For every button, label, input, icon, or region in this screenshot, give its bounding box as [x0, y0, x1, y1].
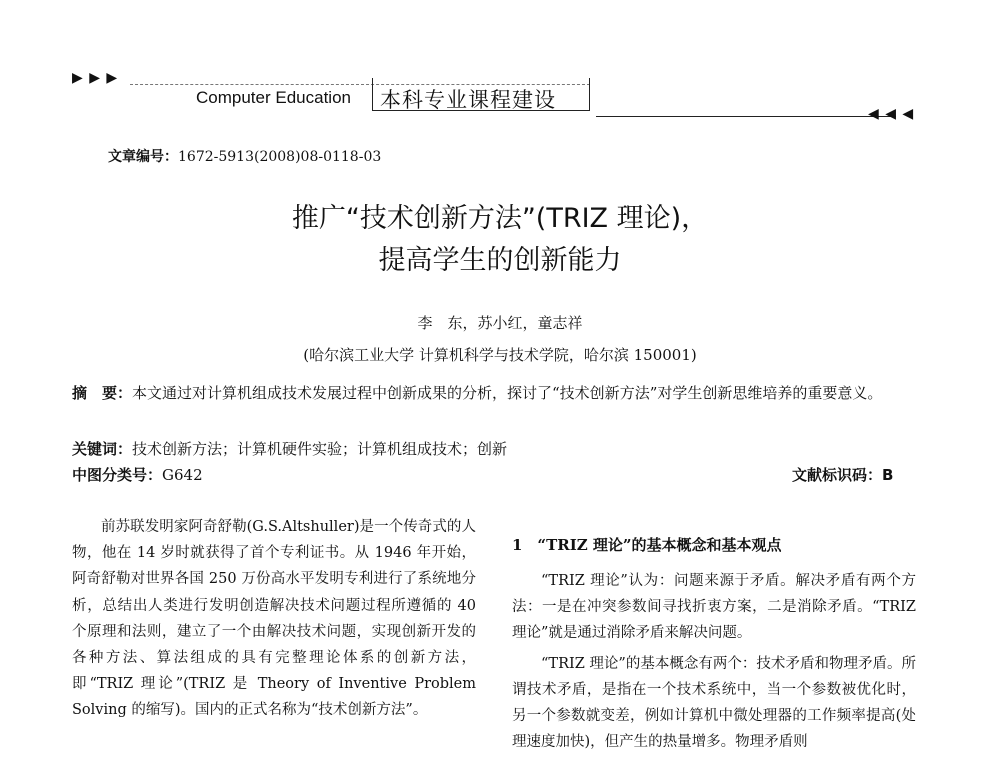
document-code: [792, 464, 893, 485]
abstract-label: 摘 要：: [72, 384, 133, 402]
body-left-column: [72, 514, 476, 724]
document-code-label: 文献标识码：: [792, 466, 883, 484]
keywords: [72, 438, 507, 459]
paper-title-line1: 推广“技术创新方法”(TRIZ 理论)，: [291, 203, 709, 234]
section-heading: 1 “TRIZ 理论”的基本概念和基本观点: [512, 536, 782, 554]
header-solid-rule: [596, 116, 896, 117]
keywords-label: 关键词：: [72, 440, 133, 458]
article-number-label: 文章编号：: [108, 149, 178, 165]
affiliation: (哈尔滨工业大学 计算机科学与技术学院，哈尔滨 150001): [303, 346, 697, 364]
clc-value: G642: [162, 466, 203, 484]
authors: 李 东，苏小红，童志祥: [417, 314, 583, 332]
header-left-arrows: ▶ ▶ ▶: [72, 70, 119, 86]
body-paragraph: “TRIZ 理论”认为：问题来源于矛盾。解决矛盾有两个方法：一是在冲突参数间寻找折衷方案，二是消除矛盾。“TRIZ 理论”就是通过消除矛盾来解决问题。: [512, 573, 916, 642]
keywords-text: 技术创新方法；计算机硬件实验；计算机组成技术；创新: [132, 440, 508, 458]
body-paragraph: 前苏联发明家阿奇舒勒(G.S.Altshuller)是一个传奇式的人物，他在 14 岁时就获得了首个专利证书。从 1946 年开始，阿奇舒勒对世界各国 250 万份高水平发明专利进行了系统地分析，总结出人类进行发明创造解决技术问题过程所遵循的 40 个原理和法则，建立了一个由解决技术问题，实现创新开发的各种方法、算法组成的具有完整理论体系的创新方法，即“TRIZ 理论”(TRIZ 是 Theory of Inventive Problem Solving 的缩写)。国内的正式名称为“技术创新方法”。: [72, 519, 476, 719]
body-paragraph: “TRIZ 理论”的基本概念有两个：技术矛盾和物理矛盾。所谓技术矛盾，是指在一个技术系统中，当一个参数被优化时，另一个参数就变差，例如计算机中微处理器的工作频率提高(处理速度加快)，但产生的热量增多。物理矛盾则: [512, 655, 916, 751]
article-number: [108, 146, 381, 166]
document-code-value: B: [882, 466, 894, 484]
classification-number: [72, 464, 203, 485]
abstract-text: 本文通过对计算机组成技术发展过程中创新成果的分析，探讨了“技术创新方法”对学生创新思维培养的重要意义。: [132, 384, 883, 402]
section-label: 本科专业课程建设: [380, 88, 556, 112]
header-right-arrows: ◀ ◀ ◀: [868, 106, 915, 122]
article-number-value: 1672-5913(2008)08-0118-03: [178, 149, 382, 165]
clc-label: 中图分类号：: [72, 466, 163, 484]
body-right-column: [512, 568, 916, 759]
paper-title-line2: 提高学生的创新能力: [378, 245, 622, 276]
journal-name: Computer Education: [196, 88, 351, 107]
abstract: [72, 382, 920, 404]
